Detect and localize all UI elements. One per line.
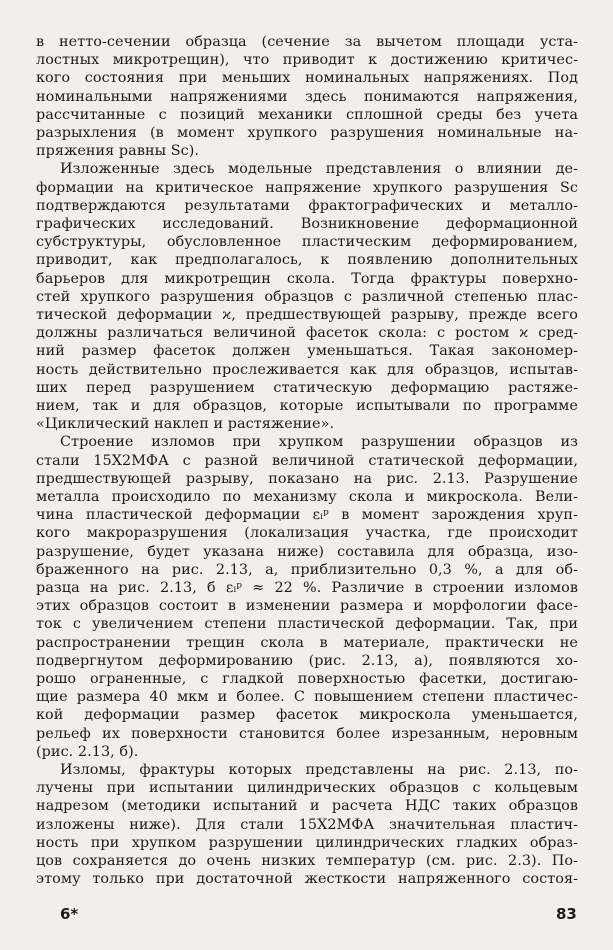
text-line: ших перед разрушением статическую деформацию растяже- — [36, 379, 578, 396]
text-line: чина пластической деформации εᵢᵖ в момент зарождения хруп- — [36, 507, 578, 524]
text-line: подтверждаются результатами фрактографических и металло- — [36, 197, 578, 214]
text-line: графических исследований. Возникновение деформационной — [36, 216, 578, 232]
text-line: ность при хрупком разрушении цилиндрических гладких образ- — [36, 834, 578, 851]
text-line: рельеф их поверхности становится более изрезанным, неровным — [36, 725, 578, 742]
text-line: кой деформации размер фасеток микроскола уменьшается, — [36, 707, 578, 724]
paragraph-first-line: Изломы, фрактуры которых представлены на рис. 2.13, по- — [60, 762, 578, 778]
text-line: формации на критическое напряжение хрупкого разрушения Sc — [36, 179, 578, 196]
text-line: кого состояния при меньших номинальных напряжениях. Под — [36, 70, 578, 87]
text-line: в нетто-сечении образца (сечение за вычетом площади уста- — [36, 34, 578, 50]
text-line: предшествующей разрыву, показано на рис. 2.13. Разрушение — [36, 470, 578, 487]
paragraph-first-line: Изложенные здесь модельные представления о влиянии де- — [60, 161, 578, 178]
text-line: этих образцов состоит в изменении размера и морфологии фасе- — [36, 598, 578, 615]
text-line: рассчитанные с позиций механики сплошной среды без учета — [36, 106, 578, 123]
page-number: 83 — [556, 905, 577, 923]
text-line: этому только при достаточной жесткости напряженного состоя- — [36, 871, 578, 888]
text-line: разрыхления (в момент хрупкого разрушения номинальные на- — [36, 125, 578, 141]
text-line: должны различаться величиной фасеток скола: с ростом ϰ сред- — [36, 325, 578, 342]
text-line: (рис. 2.13, б). — [36, 743, 139, 760]
text-line: кого макроразрушения (локализация участка, где происходит — [36, 525, 578, 542]
text-line: лостных микротрещин), что приводит к достижению критичес- — [36, 52, 578, 69]
text-line: изложены ниже). Для стали 15Х2МФА значительная пластич- — [36, 816, 578, 833]
text-line: «Циклический наклеп и растяжение». — [36, 416, 335, 433]
text-line: нием, так и для образцов, которые испытывали по программе — [36, 398, 578, 414]
paragraph-first-line: Строение изломов при хрупком разрушении образцов из — [60, 434, 578, 451]
text-line: барьеров для микротрещин скола. Тогда фрактуры поверхно- — [36, 270, 578, 287]
text-line: цов сохраняется до очень низких температур (см. рис. 2.3). По- — [36, 853, 578, 869]
text-line: тической деформации ϰ, предшествующей разрыву, прежде всего — [36, 307, 578, 323]
text-line: металла происходило по механизму скола и микроскола. Вели- — [36, 489, 578, 505]
text-line: подвергнутом деформированию (рис. 2.13, а), появляются хо- — [36, 652, 578, 669]
text-line: щие размера 40 мкм и более. С повышением степени пластичес- — [36, 689, 578, 706]
text-line: ний размер фасеток должен уменьшаться. Такая закономер- — [36, 343, 578, 360]
text-line: распространении трещин скола в материале, практически не — [36, 634, 578, 651]
text-line: номинальными напряжениями здесь понимаются напряжения, — [36, 88, 578, 105]
text-line: ность действительно прослеживается как для образцов, испытав- — [36, 361, 578, 378]
signature-mark: 6* — [60, 905, 79, 923]
text-line: ток с увеличением степени пластической деформации. Так, при — [36, 616, 578, 633]
text-line: браженного на рис. 2.13, а, приблизительно 0,3 %, а для об- — [36, 561, 578, 578]
text-line: надрезом (методики испытаний и расчета НДС таких образцов — [36, 798, 578, 815]
text-line: лучены при испытании цилиндрических образцов с кольцевым — [36, 780, 578, 797]
text-line: пряжения равны Sc). — [36, 143, 200, 160]
text-line: рошо ограненные, с гладкой поверхностью фасетки, достигаю- — [36, 671, 578, 687]
text-line: разрушение, будет указана ниже) составила для образца, изо- — [36, 543, 578, 560]
text-line: стей хрупкого разрушения образцов с различной степенью плас- — [36, 288, 578, 305]
text-line: субструктуры, обусловленное пластическим деформированием, — [36, 234, 578, 251]
text-line: стали 15Х2МФА с разной величиной статической деформации, — [36, 452, 578, 469]
text-line: разца на рис. 2.13, б εᵢᵖ ≈ 22 %. Различие в строении изломов — [36, 580, 578, 596]
text-line: приводит, как предполагалось, к появлению дополнительных — [36, 252, 578, 269]
